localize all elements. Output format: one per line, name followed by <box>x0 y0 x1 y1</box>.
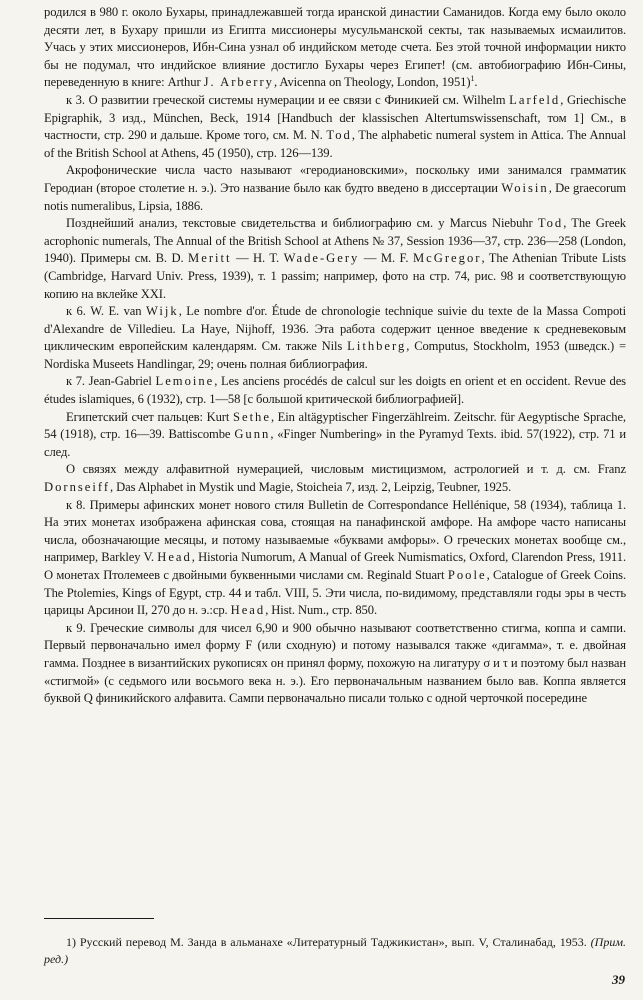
author-name: Wade-Gery <box>283 251 360 266</box>
author-name: Tod <box>326 128 352 143</box>
author-name: Head <box>230 603 266 618</box>
author-name: Wijk <box>146 304 179 319</box>
paragraph-note-6: к 6. W. E. van Wijk, Le nombre d'or. Étude de chronologie technique suivie du texte de la Massa Compoti d'Alexandre de Villedieu. La Haye, Nijhoff, 1936. Эта работа содержит ценное введение к средневековым циклическим европейским календарям. См. также Nils Lithberg, Computus, Stockholm, 1953 (шведск.) = Nordiska Museets Handlingar, 29; очень полная библиография. <box>44 304 626 371</box>
author-name: Woisin <box>501 180 549 195</box>
author-name: Dornseiff <box>44 480 111 495</box>
author-name: McGregor <box>412 251 482 266</box>
paragraph-note-9: к 9. Греческие символы для чисел 6,90 и 900 обычно называют соответственно стигма, коппа и сампи. Первый первоначально имел форму F (или сходную) и потому назывался также «дигамма», т. е. двойная гамма. Позднее в византийских рукописях он принял форму, похожую на лигатуру σ и τ и поэтому был назван «стигмой» (с седьмого или восьмого века н. э.). Его первоначальным названием было вав. Коппа является буквой Q финикийского алфавита. Сампи первоначально писали только с одной черточкой посередине <box>44 620 626 706</box>
paragraph-note-7: к 7. Jean-Gabriel Lemoine, Les anciens procédés de calcul sur les doigts en orient et en occident. Revue des études islamiques, 6 (1932), стр. 1—58 [с большой критической библиографией]. <box>44 374 626 407</box>
footnote-divider <box>44 918 154 919</box>
paragraph-egyptian: Египетский счет пальцев: Kurt Sethe, Ein altägyptischer Fingerzählreim. Zeitschr. für Aegyptische Sprache, 54 (1918), стр. 16—39. Battiscombe Gunn, «Finger Numbering» in the Pyramyd Texts. ibid. 57(1922), стр. 71 и след. <box>44 409 627 459</box>
paragraph-note-8: к 8. Примеры афинских монет нового стиля Bulletin de Correspondance Hellénique, 58 (1934), таблица 1. На этих монетах изображена афинская сова, стоящая на панафинской амфоре. На амфоре часто написаны числа, обозначающие месяцы, и потому называемые «буквами амфоры». О греческих монетах вообще см., например, Barkley V. Head, Historia Numorum, A Manual of Greek Numismatics, Oxford, Clarendon Press, 1911. О монетах Птолемеев с двойными буквенными числами см. Reginald Stuart Poole, Catalogue of Greek Coins. The Ptolemies, Kings of Egypt, стр. 44 и табл. VIII, 5. Эти числа, по-видимому, представляли годы эры в честь царицы Арсинои II, 270 до н. э.:ср. Head, Hist. Num., стр. 850. <box>44 497 626 618</box>
author-name: Head <box>157 550 192 565</box>
paragraph-avicenna: родился в 980 г. около Бухары, принадлежавшей тогда иранской династии Саманидов. Когда ему было около десяти лет, в Бухару пришли из Египта миссионеры мусульманской секты, так называемых исмаилитов. Учась у этих миссионеров, Ибн-Сина узнал об индийском методе счета. Без этой точной информации никто бы не подумал, что индийское влияние достигло Бухары через Египет! (см. автобиографию Ибн-Сины, переведенную в книге: Arthur J. Arberry, Avicenna on Theology, London, 1951)$^1$. <box>44 5 626 90</box>
author-name: J. Arberry <box>203 75 274 90</box>
paragraph-analysis: Позднейший анализ, текстовые свидетельства и библиографию см. у Marcus Niebuhr Tod, The Greek acrophonic numerals, The Annual of the British School at Athens № 37, Session 1936—37, стр. 236—258 (London, 1940). Примеры см. B. D. Meritt — H. T. Wade-Gery — M. F. McGregor, The Athenian Tribute Lists (Cambridge, Harvard Univ. Press, 1939), т. 1 passim; например, фото на стр. 74, рис. 98 и соответствующую копию на вклейке XXI. <box>44 216 627 301</box>
paragraph-mysticism: О связях между алфавитной нумерацией, числовым мистицизмом, астрологией и т. д. см. Franz Dornseiff, Das Alphabet in Mystik und Magie, Stoicheia 7, изд. 2, Leipzig, Teubner, 1925. <box>44 462 626 495</box>
page-number: 39 <box>612 972 625 987</box>
footnote-marker: 1 <box>470 74 475 84</box>
author-name: Poole <box>447 568 487 582</box>
page-body <box>44 4 626 708</box>
paragraph-acrophonic: Акрофонические числа часто называют «геродиановскими», поскольку ими занимался грамматик Геродиан (второе столетие н. э.). Это название было как будто введено в диссертации Woisin, De graecorum notis numeralibus, Lipsia, 1886. <box>44 163 626 213</box>
footnote: 1) Русский перевод М. Занда в альманахе «Литературный Таджикистан», вып. V, Сталинабад, 1953. (Прим. ред.) <box>44 935 626 966</box>
footnote-marker: 1 <box>66 935 72 949</box>
author-name: Meritt <box>188 251 232 266</box>
author-name: Larfeld <box>509 92 561 107</box>
editor-note: (Прим. ред.) <box>44 935 626 966</box>
paragraph-note-3: к 3. О развитии греческой системы нумерации и ее связи с Финикией см. Wilhelm Larfeld, Griechische Epigraphik, 3 изд., München, Beck, 1914 [Handbuch der klassischen Altertumswissenschaft, том 1] См., в частности, стр. 290 и дальше. Кроме того, см. M. N. Tod, The alphabetic numeral system in Attica. The Annual of the British School at Athens, 45 (1950), стр. 126—139. <box>44 92 626 160</box>
author-name: Gunn <box>234 427 271 442</box>
author-name: Lemoine <box>155 374 215 389</box>
author-name: Sethe <box>232 409 271 424</box>
author-name: Lithberg <box>347 339 407 354</box>
author-name: Tod <box>537 216 564 231</box>
